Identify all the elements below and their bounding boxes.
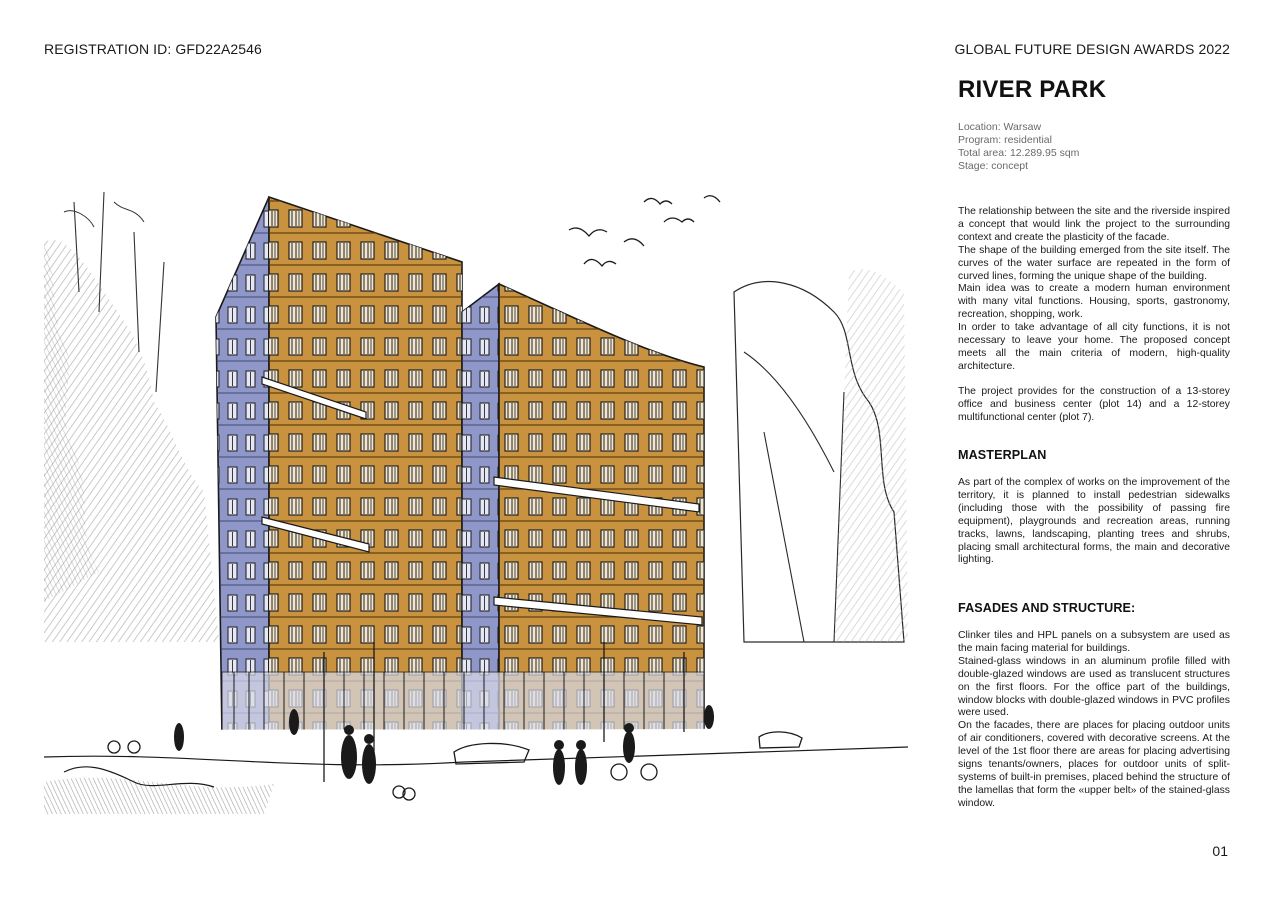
intro-paragraph: Main idea was to create a modern human environment with many vital functions. Housing, sports, gastronomy, recreation, shopping, work. (958, 283, 1230, 321)
masterplan-paragraph: As part of the complex of works on the improvement of the territory, it is planned to install pedestrian sidewalks (including those with the possibility of passing fire equipment), playgrounds and recreation areas, running tracks, lawns, landscaping, planting trees and shrubs, placing small architectural forms, the main and decorative lighting. (958, 477, 1230, 566)
masterplan-text (958, 477, 1230, 567)
project-title: RIVER PARK (958, 76, 1107, 103)
fact-location: Location: Warsaw (958, 121, 1042, 133)
facades-text (958, 630, 1230, 811)
fact-stage: Stage: concept (958, 160, 1029, 172)
building-sketch-illustration (44, 172, 908, 814)
provision-paragraph: The project provides for the construction of a 13-storey office and business center (plot 14) and a 12-storey multifunctional center (plot 7). (958, 386, 1230, 423)
facades-heading: FASADES AND STRUCTURE: (958, 601, 1136, 615)
facades-paragraph: Clinker tiles and HPL panels on a subsystem are used as the main facing material for buildings. (958, 630, 1230, 654)
facades-paragraph: On the facades, there are places for placing outdoor units of air conditioners, covered with decorative screens. At the level of the 1st floor there are areas for placing advertising signs tenants/owners, places for outdoor units of split-systems of built-in premises, placed behind the structure of the lamellas that form the «upper belt» of the stained-glass window. (958, 720, 1230, 809)
registration-id: REGISTRATION ID: GFD22A2546 (44, 41, 262, 57)
awards-title: GLOBAL FUTURE DESIGN AWARDS 2022 (954, 41, 1230, 57)
masterplan-heading: MASTERPLAN (958, 448, 1047, 462)
project-facts (958, 121, 1079, 173)
fact-total-area: Total area: 12.289.95 sqm (958, 147, 1080, 159)
facades-paragraph: Stained-glass windows in an aluminum profile filled with double-glazed windows are used as translucent structures on the first floors. For the office part of the buildings, window blocks with double-glazed windows in PVC profiles were used. (958, 655, 1230, 719)
intro-paragraph: The relationship between the site and the riverside inspired a concept that would link the project to the surrounding context and create the plasticity of the facade. (958, 206, 1230, 243)
intro-text (958, 206, 1230, 374)
provision-text (958, 386, 1230, 425)
right-tower (462, 284, 704, 737)
intro-paragraph: In order to take advantage of all city functions, it is not necessary to leave your home. The proposed concept meets all the main criteria of modern, high-quality architecture. (958, 322, 1230, 372)
fact-program: Program: residential (958, 134, 1052, 146)
intro-paragraph: The shape of the building emerged from the site itself. The curves of the water surface are repeated in the form of curved lines, forming the unique shape of the building. (958, 244, 1230, 282)
bird-sketches (569, 196, 720, 266)
left-tower (216, 197, 462, 737)
page-number: 01 (1212, 843, 1228, 859)
